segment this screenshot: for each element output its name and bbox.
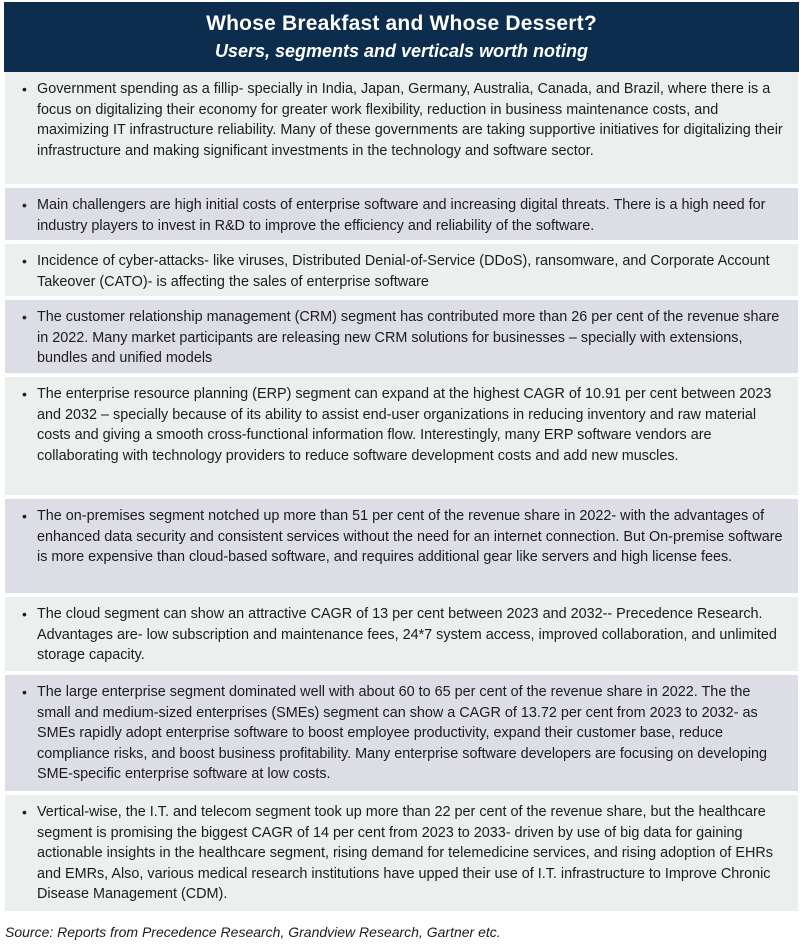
list-item-text: The on-premises segment notched up more than 51 per cent of the revenue share in 2022- with the advantages of enhanced data security and consistent services without the need for an internet connection. But On-premise software is more expensive than cloud-based software, and requires additional gear like servers and high license fees. (37, 508, 783, 565)
list-item-text: The large enterprise segment dominated well with about 60 to 65 per cent of the revenue share in 2022. The the small and medium-sized enterprises (SMEs) segment can show a CAGR of 13.72 per cent from 2023 to 2032- as SMEs rapidly adopt enterprise software to boost employee productivity, expand their customer base, reduce compliance risks, and boost business profitability. Many enterprise software developers are focusing on developing SME-specific enterprise software at low costs. (37, 684, 768, 782)
list-item (5, 377, 798, 499)
list-item-text: Main challengers are high initial costs of enterprise software and increasing digital threats. There is a high need for industry players to invest in R&D to improve the efficiency and reliability of the software. (37, 197, 766, 234)
list-item-text: Incidence of cyber-attacks- like viruses, Distributed Denial-of-Service (DDoS), ransomware, and Corporate Account Takeover (CATO)- is affecting the sales of enterprise software (37, 253, 770, 290)
bullet-icon: • (22, 81, 27, 97)
list-item (5, 72, 798, 188)
list-item-text: Government spending as a fillip- specially in India, Japan, Germany, Australia, Canada, and Brazil, where there is a focus on digitalizing their economy for greater work flexibility, reduction in business maintenance costs, and maximizing IT infrastructure reliability. Many of these governments are taking supportive initiatives for digitalizing their infrastructure and making significant investments in the technology and software sector. (37, 81, 783, 159)
list-item (5, 300, 798, 377)
list-item-text: The customer relationship management (CRM) segment has contributed more than 26 per cent of the revenue share in 2022. Many market participants are releasing new CRM solutions for businesses – specially with extensions, bundles and unified models (37, 309, 780, 366)
list-item-text: The cloud segment can show an attractive CAGR of 13 per cent between 2023 and 2032-- Precedence Research. Advantages are- low subscription and maintenance fees, 24*7 system access, improved collaboration, and unlimited storage capacity. (37, 606, 777, 663)
bullet-icon: • (22, 508, 27, 524)
bullet-icon: • (22, 684, 27, 700)
list-item (5, 675, 798, 795)
bullet-icon: • (22, 804, 27, 820)
header-banner (4, 2, 799, 72)
list-item (5, 499, 798, 597)
list-item-text: Vertical-wise, the I.T. and telecom segment took up more than 22 per cent of the revenue share, but the healthcare segment is promising the biggest CAGR of 14 per cent from 2023 to 2033- driven by use of big data for gaining actionable insights in the healthcare segment, rising demand for telemedicine services, and rising adoption of EHRs and EMRs, Also, various medical research institutions have upped their use of I.T. infrastructure to Improve Chronic Disease Management (CDM). (37, 804, 773, 902)
bullet-icon: • (22, 309, 27, 325)
list-item (5, 597, 798, 675)
bullet-icon: • (22, 386, 27, 402)
page-subtitle: Users, segments and verticals worth noting (214, 41, 589, 61)
list-item (5, 244, 798, 300)
bullet-list (5, 72, 798, 915)
bullet-icon: • (22, 197, 27, 213)
bullet-icon: • (22, 606, 27, 622)
list-item-text: The enterprise resource planning (ERP) segment can expand at the highest CAGR of 10.91 per cent between 2023 and 2032 – specially because of its ability to assist end-user organizations in reducing inventory and raw material costs and giving a smooth cross-functional information flow. Interestingly, many ERP software vendors are collaborating with technology providers to reduce software development costs and add new muscles. (37, 386, 772, 464)
list-item (5, 795, 798, 915)
bullet-icon: • (22, 253, 27, 269)
source-note: Source: Reports from Precedence Research, Grandview Research, Gartner etc. (5, 924, 501, 940)
page-title: Whose Breakfast and Whose Dessert? (206, 12, 597, 35)
list-item (5, 188, 798, 244)
